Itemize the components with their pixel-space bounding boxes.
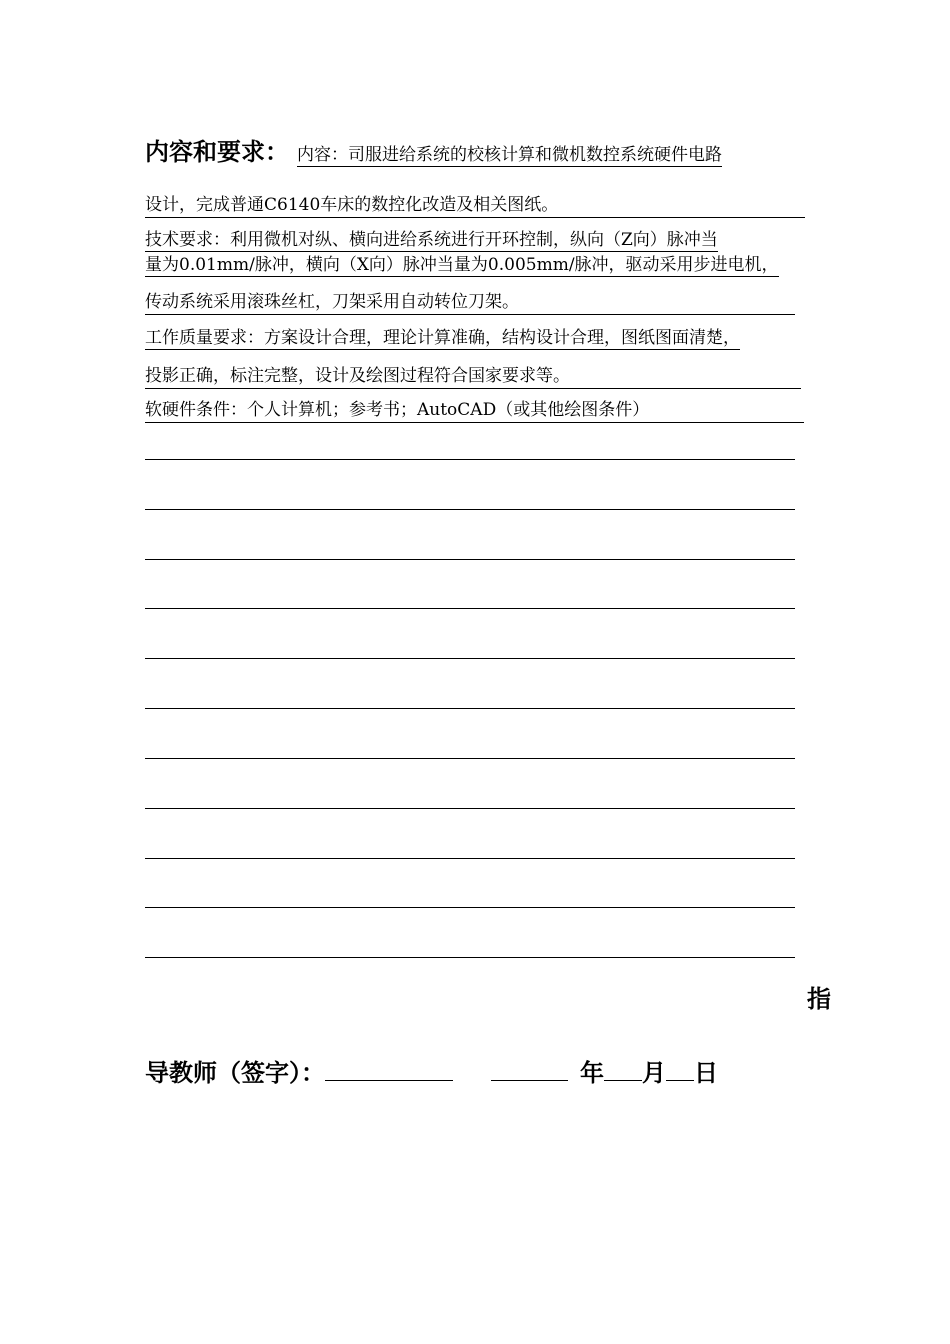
- content-line-2: [145, 193, 805, 218]
- day-label: 日: [694, 1059, 718, 1087]
- quality-line-1: [145, 326, 740, 350]
- blank-line: [145, 559, 795, 560]
- content-text-2: 设计，完成普通C6140车床的数控化改造及相关图纸。: [145, 195, 559, 215]
- blank-line: [145, 658, 795, 659]
- quality-text-1: 工作质量要求：方案设计合理，理论计算准确，结构设计合理，图纸图面清楚，: [145, 328, 740, 348]
- quality-line-2: [145, 364, 801, 389]
- content-line-1: [297, 143, 722, 167]
- heading-label: 内容和要求：: [145, 138, 289, 166]
- blank-line: [145, 608, 795, 609]
- signature-field[interactable]: [325, 1058, 453, 1081]
- section-heading: [145, 136, 289, 168]
- blank-line: [145, 957, 795, 958]
- blank-line: [145, 808, 795, 809]
- day-field[interactable]: [666, 1058, 694, 1081]
- tech-text-3: 传动系统采用滚珠丝杠，刀架采用自动转位刀架。: [145, 292, 519, 312]
- conditions-text: 软硬件条件：个人计算机；参考书；AutoCAD（或其他绘图条件）: [145, 400, 650, 420]
- content-text-1: 内容：司服进给系统的校核计算和微机数控系统硬件电路: [297, 145, 722, 165]
- blank-line: [145, 509, 795, 510]
- signature-label: 导教师（签字）：: [145, 1059, 325, 1087]
- tech-line-3: [145, 290, 795, 315]
- quality-text-2: 投影正确，标注完整，设计及绘图过程符合国家要求等。: [145, 366, 570, 386]
- year-label: 年: [580, 1059, 604, 1087]
- conditions-line: [145, 398, 804, 423]
- year-field[interactable]: [491, 1058, 568, 1081]
- month-field[interactable]: [604, 1058, 642, 1081]
- tech-text-1: 技术要求：利用微机对纵、横向进给系统进行开环控制，纵向（Z向）脉冲当: [145, 230, 718, 250]
- tech-line-2: [145, 253, 779, 277]
- blank-line: [145, 758, 795, 759]
- month-label: 月: [642, 1059, 666, 1087]
- signature-row: [145, 1057, 718, 1089]
- blank-line: [145, 708, 795, 709]
- instructor-char: 指: [807, 985, 831, 1013]
- blank-line: [145, 907, 795, 908]
- tech-text-2: 量为0.01mm/脉冲，横向（X向）脉冲当量为0.005mm/脉冲，驱动采用步进电机，: [145, 255, 779, 275]
- blank-line: [145, 858, 795, 859]
- tech-line-1: [145, 228, 718, 252]
- blank-line: [145, 459, 795, 460]
